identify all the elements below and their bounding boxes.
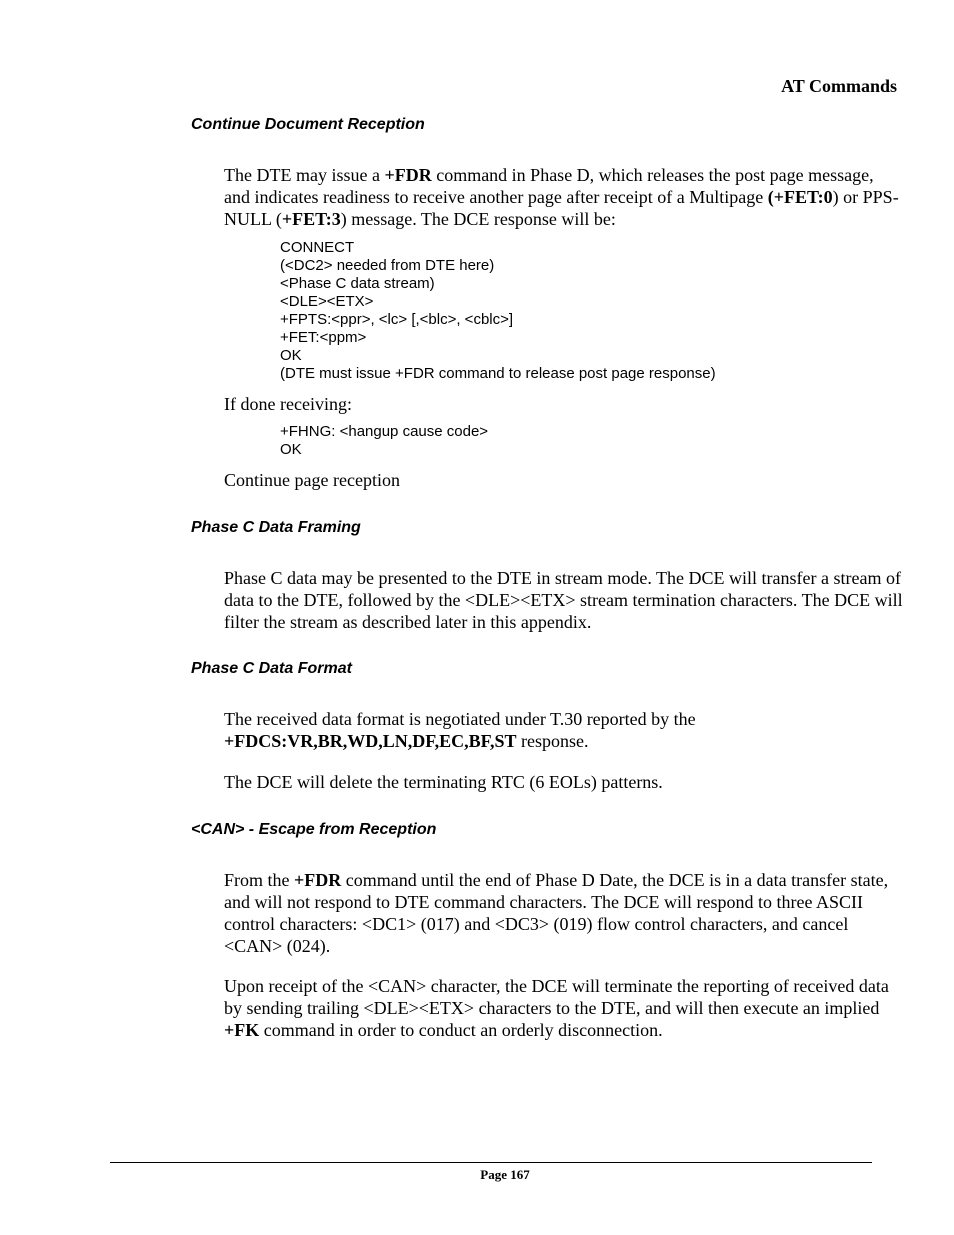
section-heading-continue-document-reception: Continue Document Reception bbox=[191, 116, 425, 133]
paragraph-data-format bbox=[224, 708, 904, 752]
response-line: (DTE must issue +FDR command to release post page response) bbox=[280, 365, 716, 382]
text-run: Upon receipt of the <CAN> character, the DCE will terminate the reporting of received data by sending trailing <DLE><ETX> characters to the DTE, and will then execute an implied bbox=[224, 976, 889, 1018]
section-heading-can-escape: <CAN> - Escape from Reception bbox=[191, 821, 437, 838]
command-fk: +FK bbox=[224, 1020, 260, 1040]
hangup-response-block bbox=[280, 423, 900, 459]
response-line: OK bbox=[280, 441, 302, 458]
footer-divider bbox=[110, 1162, 872, 1163]
paragraph-can-transfer-state bbox=[224, 869, 904, 957]
text-run: command in Phase D, which releases the post page message, and indicates readiness to receive another page after receipt of a Multipage bbox=[224, 165, 874, 207]
text-run: The DTE may issue a bbox=[224, 165, 385, 185]
command-fet3: +FET:3 bbox=[281, 209, 341, 229]
command-fdcs: +FDCS:VR,BR,WD,LN,DF,EC,BF,ST bbox=[224, 731, 517, 751]
command-fdr: +FDR bbox=[294, 870, 342, 890]
response-line: CONNECT bbox=[280, 239, 355, 256]
section-heading-phase-c-data-framing: Phase C Data Framing bbox=[191, 519, 361, 536]
text-run: ) or PPS-NULL ( bbox=[224, 187, 899, 229]
running-header: AT Commands bbox=[781, 76, 897, 96]
paragraph-rtc-delete: The DCE will delete the terminating RTC (6 EOLs) patterns. bbox=[224, 772, 663, 792]
command-fdr: +FDR bbox=[384, 165, 432, 185]
response-line: <DLE><ETX> bbox=[280, 293, 374, 310]
response-line: +FET:<ppm> bbox=[280, 329, 367, 346]
paragraph-can-receipt bbox=[224, 975, 904, 1041]
text-run: The received data format is negotiated under T.30 reported by the bbox=[224, 709, 696, 729]
section-heading-phase-c-data-format: Phase C Data Format bbox=[191, 660, 352, 677]
paragraph-continue-reception: Continue page reception bbox=[224, 470, 400, 490]
text-run: command in order to conduct an orderly disconnection. bbox=[259, 1020, 663, 1040]
paragraph-phase-c-framing: Phase C data may be presented to the DTE in stream mode. The DCE will transfer a stream of data to the DTE, followed by the <DLE><ETX> stream termination characters. The DCE will filter the stream as described later in this appendix. bbox=[224, 568, 903, 632]
command-fet0: (+FET:0 bbox=[767, 187, 833, 207]
dce-response-block bbox=[280, 239, 900, 383]
page-number: Page 167 bbox=[480, 1167, 530, 1182]
text-run: response. bbox=[516, 731, 589, 751]
response-line: (<DC2> needed from DTE here) bbox=[280, 257, 495, 274]
response-line: +FPTS:<ppr>, <lc> [,<blc>, <cblc>] bbox=[280, 311, 514, 328]
response-line: OK bbox=[280, 347, 302, 364]
text-run: command until the end of Phase D Date, the DCE is in a data transfer state, and will not respond to DTE command characters. The DCE will respond to three ASCII control characters: <DC1> (017) and <DC3> (019) flow control characters, and cancel <CAN> (024). bbox=[224, 870, 889, 956]
text-run: ) message. The DCE response will be: bbox=[340, 209, 616, 229]
response-line: +FHNG: <hangup cause code> bbox=[280, 423, 489, 440]
paragraph-fdr-intro bbox=[224, 164, 904, 230]
text-run: From the bbox=[224, 870, 294, 890]
paragraph-if-done: If done receiving: bbox=[224, 394, 352, 414]
response-line: <Phase C data stream) bbox=[280, 275, 435, 292]
